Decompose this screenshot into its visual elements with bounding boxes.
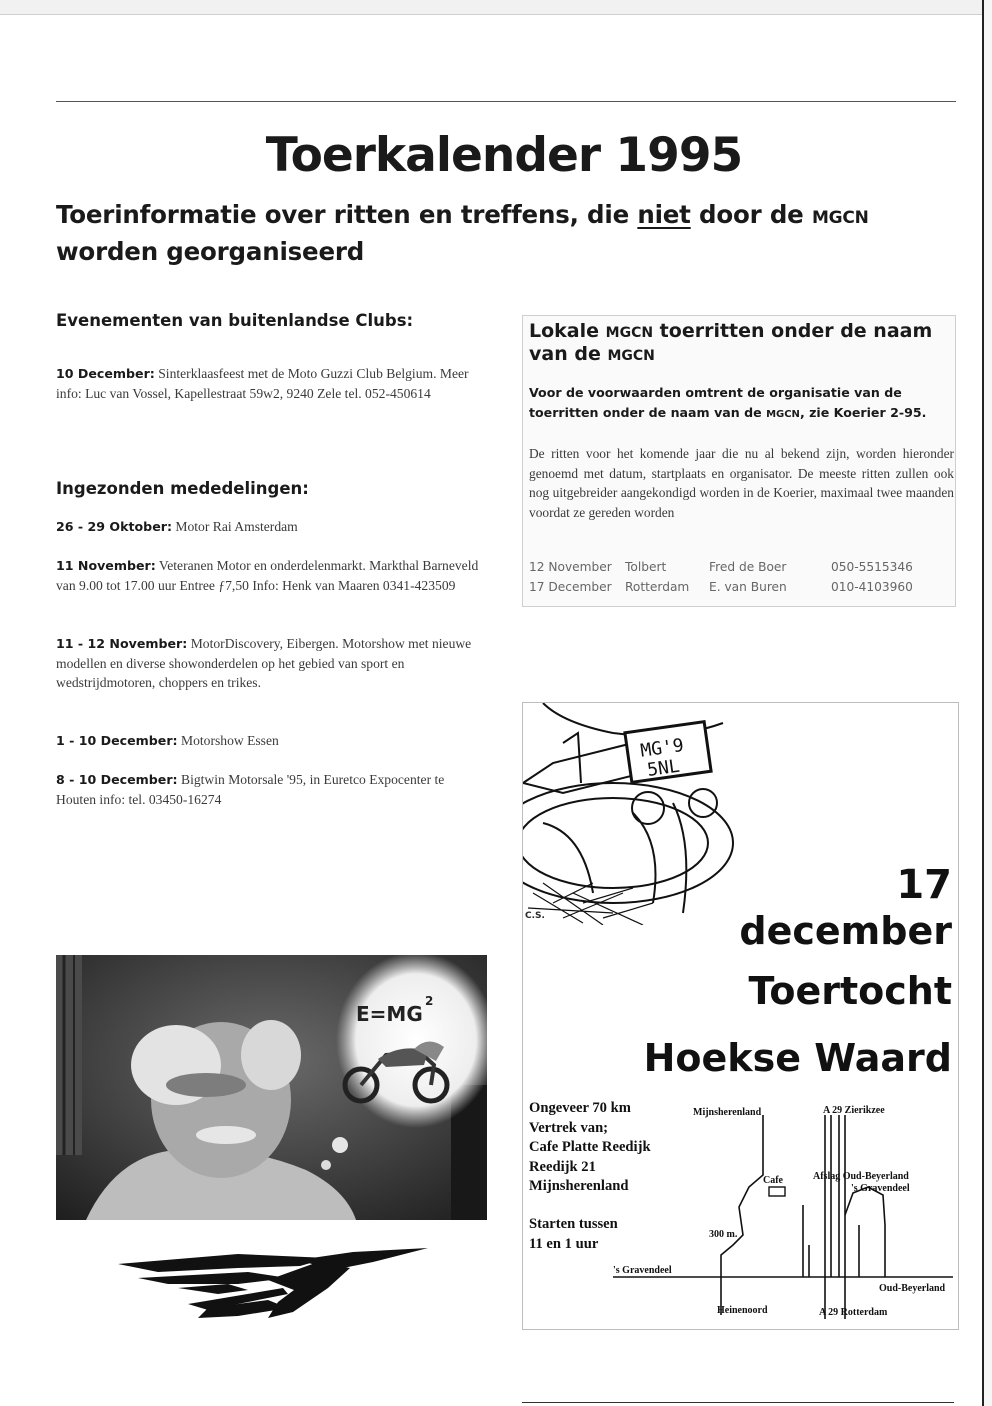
plate-line-2: 5NL [645,755,682,781]
subtitle-text-2: door de [690,200,812,229]
event-date: 8 - 10 December: [56,772,178,787]
info-line: Mijnsherenland [529,1178,629,1194]
poster-region: Hoekse Waard [643,1036,952,1080]
map-label-gravendeel-left: 's Gravendeel [613,1265,672,1276]
local-title-text: toerritten onder de naam van de [529,320,933,365]
conditions-mgcn: MGCN [766,409,800,420]
event-text: Veteranen Motor en onderdelenmarkt. Markthal Barneveld van 9.00 tot 17.00 uur Entree ƒ7,50 Info: Henk van Maaren 0341-423509 [56,558,479,593]
map-label-a29-zierikzee: A 29 Zierikzee [823,1105,885,1116]
einstein-cartoon-photo [56,955,487,1220]
poster-day: 17 [896,862,952,908]
foreign-clubs-heading: Evenementen van buitenlandse Clubs: [56,311,414,330]
event-date: 1 - 10 December: [56,733,178,748]
ride-date: 12 November [529,560,612,574]
submitted-heading: Ingezonden mededelingen: [56,479,309,498]
local-title-mgcn: MGCN [605,325,654,341]
event-date: 11 November: [56,558,156,573]
ride-row [529,577,954,597]
start-line: 11 en 1 uur [529,1235,599,1252]
photo-illustration [56,955,487,1220]
event-item [56,634,486,693]
event-item [56,770,486,809]
info-line: Vertrek van; [529,1119,609,1136]
event-item [56,556,486,595]
route-map [523,1095,958,1329]
subtitle-text-1: Toerinformatie over ritten en treffens, die [56,200,638,229]
ride-phone: 010-4103960 [831,580,913,594]
cafe-marker-icon [769,1187,785,1196]
conditions-text: Voor de voorwaarden omtrent de organisatie van de toerritten onder de naam van de [529,385,902,420]
map-label-afslag: Afslag Oud-Beyerland [813,1171,909,1182]
event-item [56,364,486,403]
start-line: Starten tussen [529,1216,618,1232]
page-subtitle [56,198,956,269]
ride-organizer: Fred de Boer [709,560,787,574]
tour-poster [522,702,959,1330]
event-text: Motorshow Essen [177,733,279,748]
event-text: Bigtwin Motorsale '95, in Euretco Expocenter te Houten info: tel. 03450-16274 [56,772,445,807]
bottom-rule [522,1402,954,1403]
map-label-cafe: Cafe [763,1175,783,1186]
ride-phone: 050-5515346 [831,560,913,574]
event-date: 10 December: [56,366,155,381]
map-label-distance: 300 m. [709,1229,738,1240]
conditions-text: , zie Koerier 2-95. [799,405,927,420]
ride-row [529,557,954,577]
event-text: Motor Rai Amsterdam [172,519,298,534]
top-rule [56,101,956,102]
formula-text: E=MG [356,1002,423,1026]
ride-place: Rotterdam [625,580,690,594]
ride-date: 17 December [529,580,612,594]
moto-guzzi-eagle-logo [118,1248,428,1320]
local-title-mgcn: MGCN [607,348,655,364]
map-label-mijnsherenland: Mijnsherenland [693,1107,762,1118]
local-rides-body: De ritten voor het komende jaar die nu al bekend zijn, worden hieronder genoemd met datum, startplaats en organisator. De meeste ritten zullen ook nog uitgebreider aangekondigd worden in de Koerier, maximaal twee maanden voordat ze gereden worden [529,446,954,520]
plate-line-1: MG'9 [639,734,686,762]
motorcycle-sketch-illustration [523,703,743,925]
subtitle-niet: niet [637,200,691,229]
poster-month: december [739,909,952,953]
subtitle-mgcn: MGCN [811,208,869,228]
info-line: Cafe Platte Reedijk [529,1139,651,1155]
local-title-text: Lokale [529,320,606,342]
local-rides-conditions [529,383,954,425]
map-label-a29-rotterdam: A 29 Rotterdam [819,1307,888,1318]
artist-initials: C.S. [525,911,545,921]
scan-right-edge [982,0,992,1406]
formula-exponent: 2 [425,994,434,1008]
map-label-heinenoord: Heinenoord [717,1305,768,1316]
rides-table [529,557,954,597]
event-date: 11 - 12 November: [56,636,188,651]
event-item [56,517,486,537]
scan-top-edge [0,0,992,15]
event-text: Sinterklaasfeest met de Moto Guzzi Club Belgium. Meer info: Luc van Vossel, Kapellestraat 59w2, 9240 Zele tel. 052-450614 [56,366,469,401]
map-label-gravendeel-right: 's Gravendeel [851,1183,910,1194]
map-label-oud-beyerland: Oud-Beyerland [879,1283,946,1294]
info-line: Ongeveer 70 km [529,1100,631,1116]
ride-organizer: E. van Buren [709,580,787,594]
event-text: MotorDiscovery, Eibergen. Motorshow met nieuwe modellen en diverse showonderdelen op het gebied van sport en wedstrijdmotoren, choppers en trikes. [56,636,472,690]
page-title: Toerkalender 1995 [265,128,743,183]
poster-event: Toertocht [748,969,952,1013]
event-date: 26 - 29 Oktober: [56,519,172,534]
info-line: Reedijk 21 [529,1158,596,1175]
ride-place: Tolbert [625,560,667,574]
local-rides-box [522,315,956,607]
event-item [56,731,486,751]
subtitle-text-3: worden georganiseerd [56,237,365,266]
local-rides-title [529,321,954,367]
